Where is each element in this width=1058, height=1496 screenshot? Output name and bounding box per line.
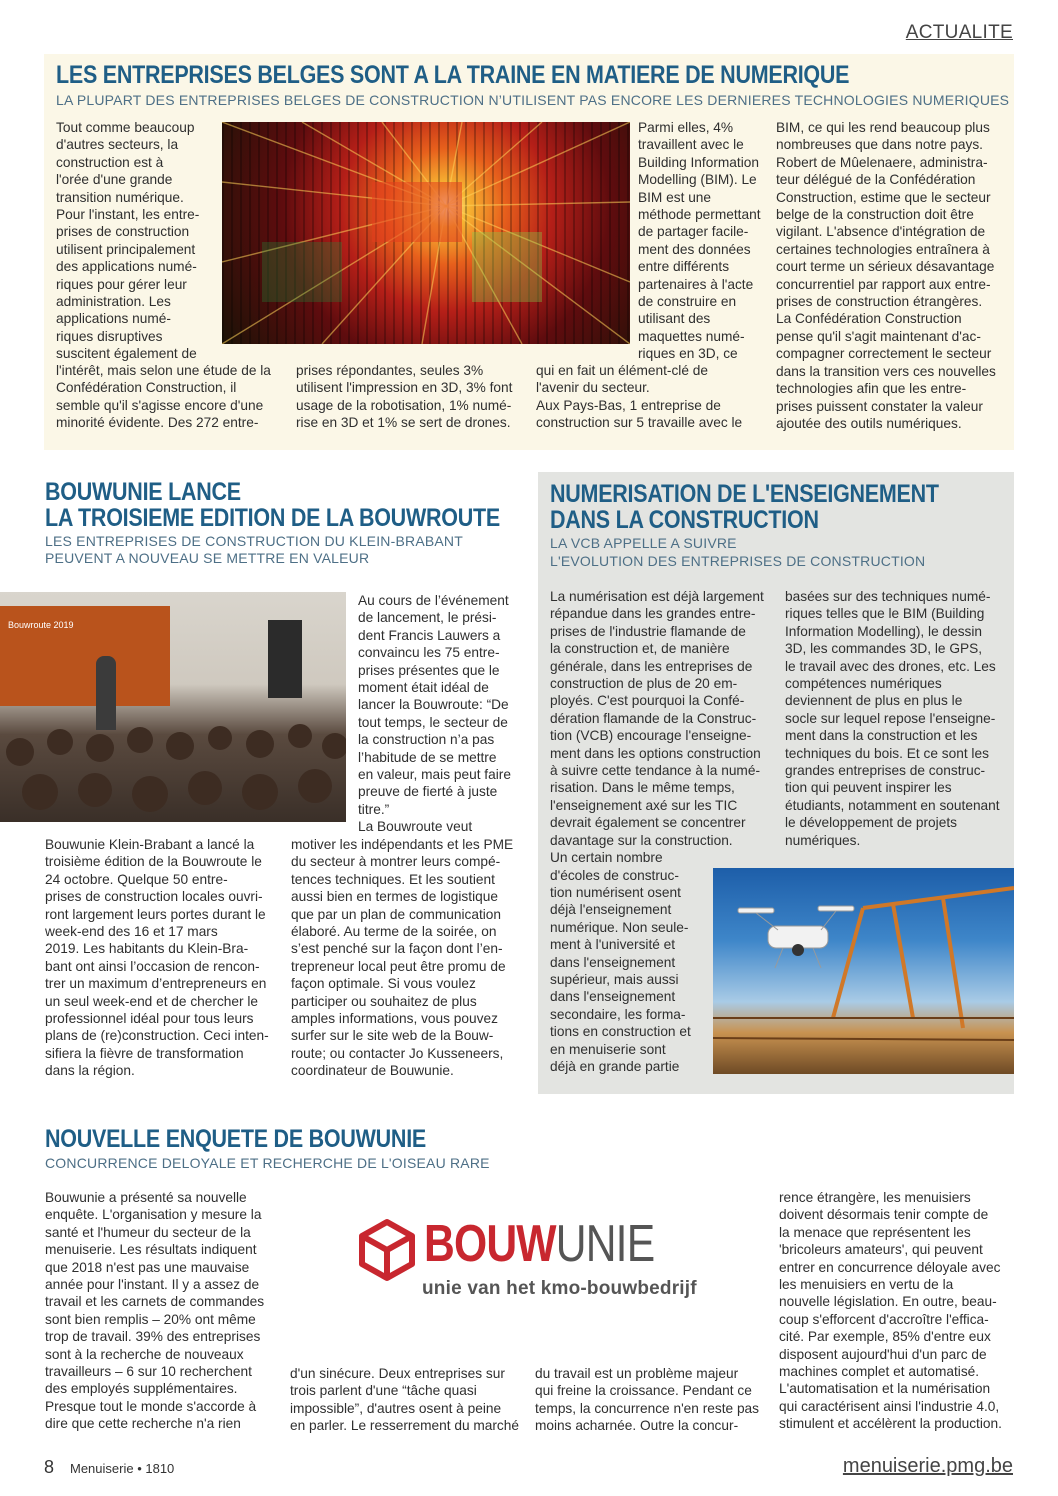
presentation-screen <box>0 606 170 706</box>
article1-col3-bottom: qui en fait un élément-clé de l'avenir du secteur. Aux Pays-Bas, 1 entreprise de construction sur 5 travaille avec le <box>536 363 743 431</box>
article4-subtitle: CONCURRENCE DELOYALE ET RECHERCHE DE L'OISEAU RARE <box>45 1155 490 1171</box>
article1-col3-top: Parmi elles, 4% travaillent avec le Building Information Modelling (BIM). Le BIM est une méthode permettant de partager facile- ment des données entre différents partenaires à l'acte de construire en utilisant des maquettes numé- riques en 3D, ce <box>638 120 761 362</box>
article3-col2: basées sur des techniques numé- riques telles que le BIM (Building Information Modelling), le dessin 3D, les commandes 3D, le GPS, le travail avec des drones, etc. Les compétences numériques deviennent de plus en plus le socle sur lequel repose l'enseigne- ment dans la construction et les techniques du bois. Et ce sont les grandes entreprises de construc- tion qui peuvent inspirer les étudiants, notamment en soutenant le développement de projets numériques. <box>785 589 1000 848</box>
page-number: 8 <box>44 1457 55 1477</box>
article3-title-line2: DANS LA CONSTRUCTION <box>550 506 819 534</box>
article2-subtitle-line1: LES ENTREPRISES DE CONSTRUCTION DU KLEIN-BRABANT <box>45 533 463 549</box>
bouwunie-logo <box>356 1215 697 1308</box>
article3-title-line1: NUMERISATION DE L'ENSEIGNEMENT <box>550 480 939 508</box>
digital-data-photo <box>222 122 630 344</box>
article4-col1: Bouwunie a présenté sa nouvelle enquête. L'organisation y mesure la santé et l'humeur du secteur de la menuiserie. Les résultats indiquent que 2018 n'est pas une mauvaise année pour l'instant. Il y a assez de travail et les carnets de commandes sont bien remplis – 20% ont même trop de travail. 39% des entreprises sont à la recherche de nouveaux travailleurs – 6 sur 10 recherchent des employés supplémentaires. Presque tout le monde s'accorde à dire que cette recherche n'a rien <box>45 1190 265 1432</box>
article4-col4: rence étrangère, les menuisiers doivent désormais tenir compte de la menace que représentent les 'bricoleurs amateurs', qui peuvent entrer en concurrence déloyale avec les menuisiers en vertu de la nouvelle législation. En outre, beau- coup s'efforcent d'accroître l'effica- cité. Par exemple, 85% d'entre eux disposent aujourd'hui d'un parc de machines complet et automatisé. L'automatisation et la numérisation qui caractérisent ainsi l'industrie 4.0, stimulent et accélèrent la production. <box>779 1190 1002 1432</box>
article4-col3: du travail est un problème majeur qui freine la croissance. Pendant ce temps, la concurrence n'en reste pas moins acharnée. Outre la concur- <box>535 1366 760 1434</box>
section-label: ACTUALITE <box>905 22 1013 43</box>
article3-subtitle-line2: L'EVOLUTION DES ENTREPRISES DE CONSTRUCTION <box>550 553 926 569</box>
article1-col2-bottom: prises répondantes, seules 3% utilisent l'impression en 3D, 3% font usage de la robotisation, 1% numé- rise en 3D et 1% se sert de drones. <box>296 363 513 431</box>
article2-col1: Bouwunie Klein-Brabant a lancé la troisième édition de la Bouwroute le 24 octobre. Quelque 50 entre- prises de construction locales ouvri- ront largement leurs portes durant le week-end des 16 et 17 mars 2019. Les habitants du Klein-Bra- bant ont ainsi l’occasion de rencon- trer un maximum d’entrepreneurs en un seul week-end et de chercher le professionnel idéal pour tous leurs plans de (re)construction. Ceci inten- sifiera la fièvre de transformation dans la région. <box>45 837 269 1079</box>
logo-tagline: unie van het kmo-bouwbedrijf <box>422 1278 697 1299</box>
article2-col-right-top: Au cours de l’événement de lancement, le prési- dent Francis Lauwers a convaincu les 75 entre- prises présentes que le moment était idéal de lancer la Bouwroute: “De tout temps, le secteur de la construction n’a pas l’habitude de se mettre en valeur, mais peut faire preuve de fierté à juste titre.” La Bouwroute veut <box>358 593 511 835</box>
article3-subtitle-line1: LA VCB APPELLE A SUIVRE <box>550 535 737 551</box>
article4-col2: d'un sinécure. Deux entreprises sur trois parlent d'une “tâche quasi impossible”, d'autres osent à peine en parler. Le resserrement du marché <box>290 1366 519 1434</box>
website-link[interactable]: menuiserie.pmg.be <box>842 1455 1013 1477</box>
data-burst-illustration <box>222 122 630 344</box>
article4-title: NOUVELLE ENQUETE DE BOUWUNIE <box>45 1125 427 1153</box>
banner-stand <box>268 620 302 698</box>
article2-col2: motiver les indépendants et les PME du secteur à montrer leurs compé- tences techniques. Et les soutient aussi bien en termes de logistique que par un plan de communication élaboré. Au terme de la soirée, on s’est penché sur la façon dont l’en- trepreneur local peut être promu de façon optimale. Si vous voulez participer ou souhaitez de plus amples informations, vous pouvez surfer sur le site web de la Bouw- route; ou contacter Jo Kusseneers, coordinateur de Bouwunie. <box>291 837 514 1079</box>
article1-subtitle: LA PLUPART DES ENTREPRISES BELGES DE CONSTRUCTION N’UTILISENT PAS ENCORE LES DERNIERES TECHNOLOGIES NUMERIQUES <box>56 92 1010 108</box>
magazine-issue: Menuiserie • 1810 <box>70 1461 175 1476</box>
drone-crane-illustration <box>713 868 1014 1074</box>
article1-col4: BIM, ce qui les rend beaucoup plus nombreuses que dans notre pays. Robert de Mûelenaere, administra- teur délégué de la Confédération Construction, estime que le secteur belge de la construction doit être vigilant. L'absence d'intégration de certaines technologies entraînera à court terme un sérieux désavantage concurrentiel par rapport aux entre- prises de construction étrangères. La Confédération Construction pense qu'il s'agit maintenant d'ac- compagner correctement le secteur dans la transition vers ces nouvelles technologies afin que les entre- prises puissent constater la valeur ajoutée des outils numériques. <box>776 120 996 431</box>
audience-illustration <box>0 712 346 822</box>
article3-col1: La numérisation est déjà largement répandue dans les grandes entre- prises de l'industrie flamande de la construction et, de manière générale, dans les entreprises de construction de plus de 20 em- ployés. C'est pourquoi la Confé- dération flamande de la Construc- tion (VCB) encourage l'enseigne- ment dans les options construction à suivre cette tendance à la numé- risation. Dans le même temps, l'enseignement axé sur les TIC devrait également se concentrer davantage sur la construction. Un certain nombre d'écoles de construc- tion numérisent osent déjà l'enseignement numérique. Non seule- ment à l'université et dans l'enseignement supérieur, mais aussi dans l'enseignement secondaire, les forma- tions en construction et en menuiserie sont déjà en grande partie <box>550 589 764 1074</box>
bouwroute-event-photo <box>0 592 346 822</box>
cube-icon <box>358 1218 416 1282</box>
article1-title: LES ENTREPRISES BELGES SONT A LA TRAINE EN MATIERE DE NUMERIQUE <box>56 61 850 89</box>
presentation-screen-text: Bouwroute 2019 <box>8 620 74 630</box>
article1-col1-bottom: l'intérêt, mais selon une étude de la Confédération Construction, il semble qu'il s'agisse encore d'une minorité évidente. Des 272 entre- <box>56 363 271 431</box>
article2-subtitle-line2: PEUVENT A NOUVEAU SE METTRE EN VALEUR <box>45 550 370 566</box>
logo-wordmark <box>424 1214 654 1274</box>
article2-title-line2: LA TROISIEME EDITION DE LA BOUWROUTE <box>45 504 500 532</box>
logo-unie: UNIE <box>555 1215 655 1273</box>
article2-title-line1: BOUWUNIE LANCE <box>45 478 241 506</box>
drone-construction-photo <box>713 868 1014 1074</box>
logo-bouw: BOUW <box>424 1215 556 1273</box>
article1-col1-top: Tout comme beaucoup d'autres secteurs, la construction est à l'orée d'une grande transition numérique. Pour l'instant, les entre- prises de construction utilisent principalement des applications numé- riques pour gérer leur administration. Les applications numé- riques disruptives suscitent également de <box>56 120 200 362</box>
